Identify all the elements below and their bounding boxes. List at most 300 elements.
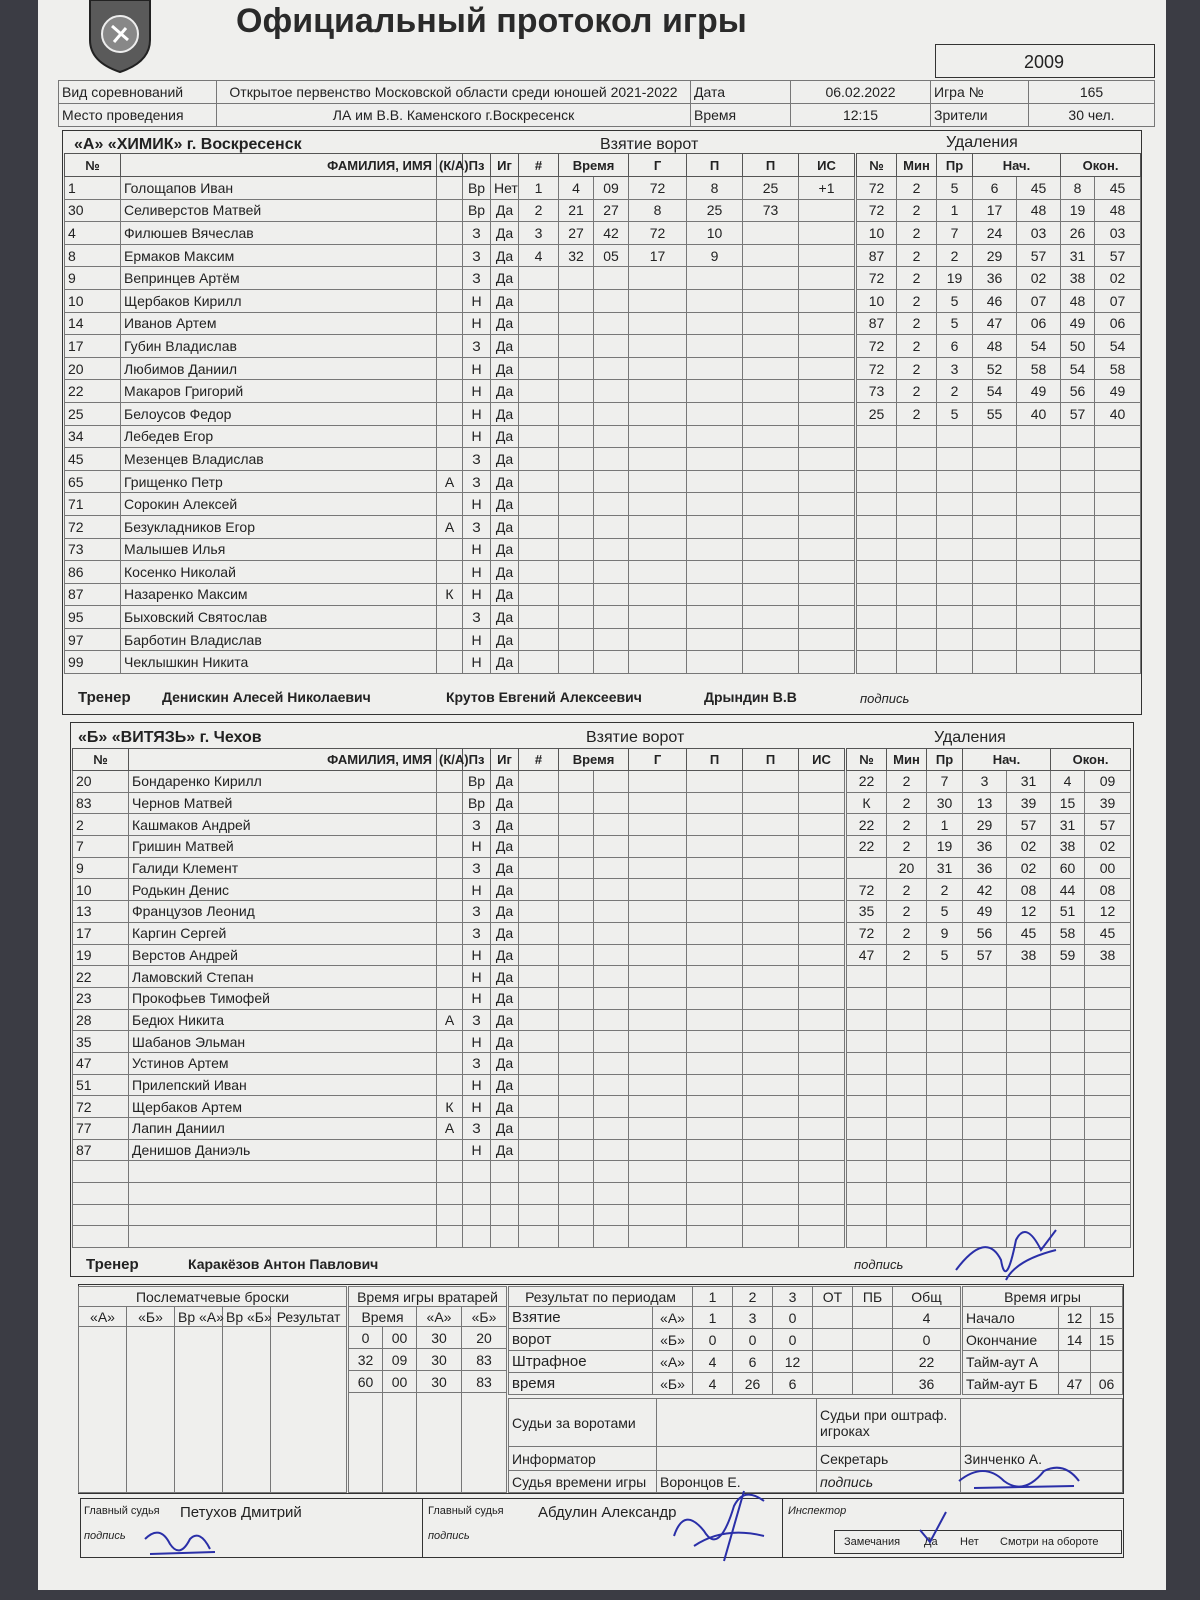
period-cell	[853, 1329, 893, 1351]
team-a-player-row	[65, 448, 519, 471]
team-a-penalty-cell: 72	[857, 177, 897, 200]
team-b-player-pz: З	[463, 922, 491, 944]
team-a-goal-row	[519, 177, 855, 200]
period-cell: 0	[773, 1329, 813, 1351]
team-b-player-name: Лапин Даниил	[129, 1118, 437, 1140]
gk-time-header: Время игры вратарей	[349, 1287, 507, 1307]
team-a-player-no: 45	[65, 448, 121, 471]
team-a-goal-row	[519, 515, 855, 538]
team-a-penalty-cell	[857, 606, 897, 629]
team-a-penalty-cell	[897, 628, 937, 651]
team-a-player-pz: Н	[463, 380, 491, 403]
team-b-goal-row	[519, 1052, 845, 1074]
team-a-goal-cell	[743, 515, 799, 538]
team-b-player-ka	[437, 901, 463, 923]
team-a-goal-row	[519, 312, 855, 335]
team-b-player-ka	[437, 857, 463, 879]
team-a-goal-cell: 32	[559, 244, 594, 267]
team-b-player-no: 77	[73, 1118, 129, 1140]
team-a-penalty-cell: 24	[973, 222, 1017, 245]
team-a-penalty-cell: 06	[1017, 312, 1061, 335]
team-a-goal-cell	[519, 380, 559, 403]
team-b-penalty-cell	[887, 966, 927, 988]
team-a-player-name: Иванов Артем	[121, 312, 437, 335]
date-value: 06.02.2022	[791, 81, 931, 104]
team-b-player-name: Кашмаков Андрей	[129, 814, 437, 836]
team-a-penalty-cell	[937, 561, 973, 584]
team-a-goal-cell	[687, 448, 743, 471]
team-b-goal-cell	[743, 1183, 799, 1205]
team-b-penalty-cell: 38	[1007, 944, 1051, 966]
team-a-player-pz: Н	[463, 312, 491, 335]
team-b-penalty-cell	[1051, 1161, 1085, 1183]
team-a-goal-cell	[799, 651, 855, 674]
team-a-penalty-cell	[937, 583, 973, 606]
team-a-player-pz: З	[463, 448, 491, 471]
team-b-goal-cell	[629, 1031, 687, 1053]
team-a-goal-cell	[559, 448, 594, 471]
team-b-player-row	[73, 944, 519, 966]
team-b-penalty-cell: 00	[1085, 857, 1131, 879]
team-a-goal-cell	[519, 583, 559, 606]
team-b-player-ka	[437, 792, 463, 814]
team-a-penalty-cell	[937, 470, 973, 493]
team-a-goal-cell: 2	[519, 199, 559, 222]
team-a-penalty-cell: 73	[857, 380, 897, 403]
team-a-goal-cell	[743, 628, 799, 651]
team-b-goal-cell	[629, 1052, 687, 1074]
team-a-penalty-cell	[973, 515, 1017, 538]
team-a-goal-cell	[629, 606, 687, 629]
period-cell: 36	[893, 1373, 961, 1395]
team-a-penalty-cell	[937, 538, 973, 561]
team-b-goal-cell	[799, 1183, 845, 1205]
team-b-goal-cell	[743, 1074, 799, 1096]
team-b-player-ka	[437, 1052, 463, 1074]
team-a-penalty-cell	[1017, 538, 1061, 561]
team-a-player-pz: Н	[463, 425, 491, 448]
team-a-goal-cell: 27	[559, 222, 594, 245]
team-a-goal-cell: 8	[687, 177, 743, 200]
team-a-penalty-cell: 02	[1095, 267, 1141, 290]
team-b-player-no: 10	[73, 879, 129, 901]
team-a-goal-cell	[799, 561, 855, 584]
team-b-penalty-cell: 19	[927, 836, 963, 858]
team-b-penalty-cell	[1007, 1118, 1051, 1140]
team-a-penalty-row	[857, 515, 1141, 538]
team-b-player-name: Бедюх Никита	[129, 1009, 437, 1031]
gk-row	[349, 1371, 507, 1393]
team-a-penalty-cell: 03	[1095, 222, 1141, 245]
team-b-goal-cell	[687, 1096, 743, 1118]
gk-cell: 09	[383, 1349, 417, 1371]
team-b-goal-cell	[594, 1031, 629, 1053]
team-b-penalty-cell	[1007, 1139, 1051, 1161]
team-b-goal-cell	[629, 922, 687, 944]
team-b-player-row	[73, 1118, 519, 1140]
team-a-player-ig: Да	[491, 357, 519, 380]
team-a-player-ig: Да	[491, 425, 519, 448]
team-b-player-pz: З	[463, 857, 491, 879]
team-a-player-name: Белоусов Федор	[121, 402, 437, 425]
timeout-b-minutes: 47	[1059, 1373, 1091, 1395]
team-b-player-pz	[463, 1204, 491, 1226]
team-b-penalty-cell	[1085, 1161, 1131, 1183]
team-b-goal-row	[519, 1139, 845, 1161]
team-a-goal-cell	[687, 470, 743, 493]
team-b-sign-label: подпись	[854, 1257, 904, 1272]
team-b-player-pz: Вр	[463, 771, 491, 793]
team-b-goal-cell	[687, 1118, 743, 1140]
gk-cell: 30	[417, 1327, 462, 1349]
team-a-penalty-cell: 87	[857, 244, 897, 267]
team-a-goal-cell	[743, 380, 799, 403]
team-a-penalty-cell: 58	[1017, 357, 1061, 380]
team-a-goal-cell	[594, 267, 629, 290]
team-b-player-name: Прилепский Иван	[129, 1074, 437, 1096]
team-a-goal-cell	[594, 583, 629, 606]
team-b-goal-cell	[519, 771, 559, 793]
team-a-player-ka	[437, 448, 463, 471]
team-a-penalty-cell: 54	[1061, 357, 1095, 380]
team-b-goal-cell	[559, 836, 594, 858]
team-a-goal-cell	[559, 380, 594, 403]
team-a-penalty-cell	[937, 425, 973, 448]
team-a-penalty-cell: 54	[1017, 335, 1061, 358]
team-b-goal-cell	[559, 1009, 594, 1031]
team-b-penalty-cell	[1085, 966, 1131, 988]
team-b-player-row	[73, 792, 519, 814]
team-b-penalty-row	[847, 771, 1131, 793]
team-a-goal-cell	[799, 289, 855, 312]
team-b-goal-cell	[687, 1031, 743, 1053]
gk-cell: 0	[349, 1327, 383, 1349]
team-a-player-ka	[437, 267, 463, 290]
chief-referee-2-sign-label: подпись	[428, 1530, 470, 1542]
team-a-penalty-cell: 54	[973, 380, 1017, 403]
team-a-col-pz: Пз	[463, 154, 491, 177]
team-a-player-pz: Н	[463, 493, 491, 516]
team-b-player-row	[73, 771, 519, 793]
team-b-penalty-cell	[1085, 1009, 1131, 1031]
team-a-penalty-cell	[857, 515, 897, 538]
team-b-penalty-cell	[1051, 1118, 1085, 1140]
team-b-penalty-cell: 57	[963, 944, 1007, 966]
team-a-player-name: Голощапов Иван	[121, 177, 437, 200]
team-a-penalty-row	[857, 448, 1141, 471]
team-b-penalties-table	[846, 748, 1131, 1248]
team-b-goal-cell	[687, 836, 743, 858]
team-b-goal-cell	[594, 1118, 629, 1140]
period-row	[509, 1307, 961, 1329]
team-a-player-name: Ермаков Максим	[121, 244, 437, 267]
team-b-penalty-cell	[1085, 1118, 1131, 1140]
team-a-player-name: Губин Владислав	[121, 335, 437, 358]
venue-value: ЛА им В.В. Каменского г.Воскресенск	[217, 104, 691, 127]
team-a-player-pz: Н	[463, 628, 491, 651]
team-a-goal-cell	[594, 335, 629, 358]
team-b-penalty-cell	[887, 1031, 927, 1053]
team-b-player-ig	[491, 1161, 519, 1183]
team-a-player-name: Вепринцев Артём	[121, 267, 437, 290]
team-a-player-ig: Да	[491, 222, 519, 245]
period-row	[509, 1329, 961, 1351]
team-a-goal-cell: 3	[519, 222, 559, 245]
team-b-penalty-cell	[847, 987, 887, 1009]
team-a-goal-cell	[559, 402, 594, 425]
chief-referee-2-value: Абдулин Александр	[538, 1504, 677, 1521]
team-a-penalty-cell	[1061, 561, 1095, 584]
team-a-penalty-cell	[1061, 651, 1095, 674]
team-b-player-pz: Н	[463, 1031, 491, 1053]
team-a-penalty-row	[857, 289, 1141, 312]
team-b-player-no: 13	[73, 901, 129, 923]
team-b-penalty-cell: 22	[847, 836, 887, 858]
team-a-goal-cell	[629, 289, 687, 312]
team-b-goal-cell	[519, 922, 559, 944]
team-a-player-ig: Да	[491, 312, 519, 335]
team-a-penalty-cell	[973, 583, 1017, 606]
team-b-penalty-cell	[963, 1031, 1007, 1053]
team-a-player-no: 99	[65, 651, 121, 674]
team-a-penalty-cell: 57	[1061, 402, 1095, 425]
team-b-player-name: Щербаков Артем	[129, 1096, 437, 1118]
year-value: 2009	[1024, 52, 1065, 72]
team-a-goal-cell	[743, 267, 799, 290]
team-a-penalty-cell	[1017, 628, 1061, 651]
team-b-penalty-cell	[1085, 1183, 1131, 1205]
team-b-penalty-cell: 72	[847, 922, 887, 944]
team-a-player-ka	[437, 380, 463, 403]
period-cell: 0	[733, 1329, 773, 1351]
team-b-player-no	[73, 1161, 129, 1183]
period-cell: 6	[773, 1373, 813, 1395]
team-a-penalty-cell: 7	[937, 222, 973, 245]
team-b-penalty-row	[847, 944, 1131, 966]
team-b-player-ka	[437, 1031, 463, 1053]
chief-referee-2-label: Главный судья	[428, 1505, 504, 1517]
team-b-goal-cell	[743, 944, 799, 966]
team-a-penalty-cell	[973, 651, 1017, 674]
team-a-penalty-cell: 57	[1017, 244, 1061, 267]
team-a-player-row	[65, 222, 519, 245]
team-b-penalty-row	[847, 966, 1131, 988]
team-a-player-row	[65, 493, 519, 516]
team-a-player-ig: Да	[491, 448, 519, 471]
team-a-penalty-cell: 19	[937, 267, 973, 290]
team-a-goal-cell	[629, 357, 687, 380]
team-a-player-row	[65, 402, 519, 425]
team-b-player-pz: Н	[463, 1096, 491, 1118]
team-a-player-no: 10	[65, 289, 121, 312]
team-b-player-row	[73, 1139, 519, 1161]
timeout-b-label: Тайм-аут Б	[963, 1373, 1059, 1395]
team-a-penalty-cell	[857, 448, 897, 471]
team-a-player-ig: Да	[491, 538, 519, 561]
team-b-penalty-cell	[847, 1204, 887, 1226]
team-b-player-pz: З	[463, 1009, 491, 1031]
team-b-goal-cell	[519, 987, 559, 1009]
team-a-player-name: Макаров Григорий	[121, 380, 437, 403]
team-a-player-ig: Да	[491, 380, 519, 403]
team-a-player-ka	[437, 222, 463, 245]
team-b-penalty-cell: 56	[963, 922, 1007, 944]
team-b-goal-row	[519, 1161, 845, 1183]
team-b-goal-cell	[519, 879, 559, 901]
gk-cell: 60	[349, 1371, 383, 1393]
team-b-goal-cell	[519, 944, 559, 966]
team-b-goal-cell	[687, 1204, 743, 1226]
team-b-penalty-cell: 08	[1085, 879, 1131, 901]
team-b-goal-row	[519, 814, 845, 836]
team-b-goal-cell	[519, 1096, 559, 1118]
shootout-header: Послематчевые броски	[79, 1287, 347, 1307]
team-a-goal-row	[519, 606, 855, 629]
team-b-penalty-row	[847, 1161, 1131, 1183]
team-a-goal-cell	[687, 335, 743, 358]
team-b-player-ig: Да	[491, 1031, 519, 1053]
team-a-player-name: Лебедев Егор	[121, 425, 437, 448]
team-b-player-no: 51	[73, 1074, 129, 1096]
team-a-penalty-row	[857, 244, 1141, 267]
remarks-yes: Да	[924, 1536, 938, 1548]
team-b-player-ka	[437, 814, 463, 836]
team-a-penalty-cell	[1061, 470, 1095, 493]
team-b-penalty-cell	[1085, 1096, 1131, 1118]
team-b-penalty-cell: 45	[1085, 922, 1131, 944]
team-b-player-ig	[491, 1226, 519, 1248]
team-a-penalty-cell	[1017, 606, 1061, 629]
team-b-penalty-cell	[1085, 1226, 1131, 1248]
team-a-goal-row	[519, 289, 855, 312]
team-a-penalty-cell	[897, 606, 937, 629]
team-a-penalty-cell: 45	[1095, 177, 1141, 200]
team-b-goal-cell	[559, 987, 594, 1009]
team-b-penalty-cell	[1007, 1009, 1051, 1031]
gk-cell: 20	[462, 1327, 507, 1349]
team-a-goal-cell	[519, 289, 559, 312]
team-a-penalty-cell	[937, 606, 973, 629]
team-b-col-no: №	[73, 749, 129, 771]
team-b-penalty-row	[847, 879, 1131, 901]
team-b-penalty-cell: 02	[1007, 857, 1051, 879]
team-b-goal-cell	[743, 1118, 799, 1140]
team-b-goal-cell	[559, 857, 594, 879]
team-a-goal-cell	[687, 425, 743, 448]
team-b-pen-col-1: Мин	[887, 749, 927, 771]
team-b-player-pz: Н	[463, 944, 491, 966]
team-b-goal-cell	[799, 1009, 845, 1031]
team-b-goals-col-3: П	[687, 749, 743, 771]
team-b-penalty-cell	[963, 1052, 1007, 1074]
team-b-goal-row	[519, 879, 845, 901]
team-a-goal-cell	[519, 357, 559, 380]
team-a-penalty-cell	[1061, 606, 1095, 629]
team-a-goal-cell	[799, 199, 855, 222]
team-a-penalty-cell: 72	[857, 267, 897, 290]
team-a-player-pz: З	[463, 515, 491, 538]
goal-judges-label: Судьи за воротами	[509, 1399, 657, 1447]
gk-col-time: Время	[349, 1307, 417, 1327]
period-cell: 22	[893, 1351, 961, 1373]
team-b-player-row	[73, 836, 519, 858]
team-b-penalty-cell: 12	[1007, 901, 1051, 923]
team-b-goal-cell	[559, 1096, 594, 1118]
team-a-goal-cell	[594, 515, 629, 538]
team-a-roster-table	[64, 153, 519, 674]
team-a-penalty-cell: 2	[897, 402, 937, 425]
team-a-penalty-cell	[857, 538, 897, 561]
team-a-goals-col-2: Г	[629, 154, 687, 177]
team-b-goal-cell	[743, 1226, 799, 1248]
team-b-player-ig: Да	[491, 814, 519, 836]
team-b-goal-cell	[687, 1161, 743, 1183]
team-a-goal-cell	[799, 312, 855, 335]
team-b-goal-cell	[629, 836, 687, 858]
period-cell: 3	[733, 1307, 773, 1329]
team-b-goal-cell	[799, 814, 845, 836]
team-b-penalty-row	[847, 1074, 1131, 1096]
team-b-goal-cell	[687, 857, 743, 879]
team-a-penalty-cell	[857, 561, 897, 584]
team-b-goal-cell	[629, 792, 687, 814]
team-b-player-ig: Да	[491, 879, 519, 901]
team-a-goal-cell	[687, 312, 743, 335]
team-b-penalty-cell: 02	[1007, 836, 1051, 858]
team-a-penalty-cell	[1095, 538, 1141, 561]
team-b-goal-cell	[594, 1139, 629, 1161]
team-b-player-ig: Да	[491, 901, 519, 923]
team-b-player-name: Чернов Матвей	[129, 792, 437, 814]
team-b-player-no: 9	[73, 857, 129, 879]
team-b-goal-cell	[559, 966, 594, 988]
team-a-penalty-row	[857, 177, 1141, 200]
team-b-penalty-cell	[847, 1183, 887, 1205]
team-b-player-no: 28	[73, 1009, 129, 1031]
team-b-goal-cell	[629, 1226, 687, 1248]
team-a-goal-cell	[743, 538, 799, 561]
team-a-pen-col-0: №	[857, 154, 897, 177]
team-a-penalty-cell	[973, 493, 1017, 516]
timekeeper-value: Воронцов Е.	[657, 1471, 817, 1493]
team-b-penalty-cell	[1085, 1139, 1131, 1161]
team-a-player-row	[65, 583, 519, 606]
team-b-penalty-cell: 47	[847, 944, 887, 966]
team-a-player-ka: К	[437, 583, 463, 606]
team-b-penalty-row	[847, 1052, 1131, 1074]
team-a-goal-row	[519, 651, 855, 674]
team-a-player-ka	[437, 357, 463, 380]
team-b-penalty-cell	[887, 1096, 927, 1118]
team-a-goal-cell	[629, 538, 687, 561]
period-cell	[813, 1329, 853, 1351]
team-b-player-name	[129, 1226, 437, 1248]
team-b-goal-cell	[743, 1031, 799, 1053]
gk-row	[349, 1349, 507, 1371]
team-a-penalty-cell: 38	[1061, 267, 1095, 290]
team-a-player-ka	[437, 312, 463, 335]
team-b-penalty-cell: 31	[927, 857, 963, 879]
team-b-player-pz: Н	[463, 1074, 491, 1096]
team-b-penalty-cell	[887, 1074, 927, 1096]
team-a-penalty-cell	[1095, 425, 1141, 448]
team-a-goal-cell	[799, 448, 855, 471]
team-a-goal-cell	[799, 470, 855, 493]
team-b-player-ig: Да	[491, 857, 519, 879]
team-a-goal-row	[519, 199, 855, 222]
team-b-penalty-cell	[963, 1161, 1007, 1183]
team-a-penalty-cell	[973, 538, 1017, 561]
